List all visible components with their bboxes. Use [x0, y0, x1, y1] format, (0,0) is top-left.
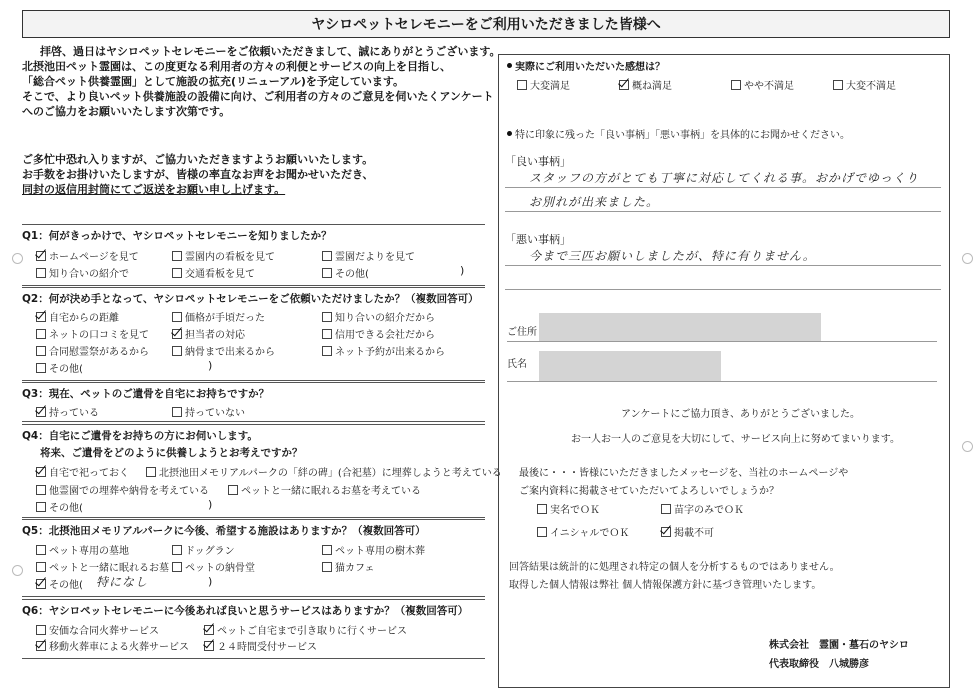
checkbox-icon[interactable]	[36, 562, 46, 572]
q5-handwritten-answer: 特になし	[96, 575, 149, 589]
checkbox-icon[interactable]	[36, 407, 46, 417]
checkbox-icon[interactable]	[36, 485, 46, 495]
q5-option[interactable]: その他(	[36, 576, 83, 591]
q4-title: Q4：自宅にご遺骨をお持ちの方にお伺いします。	[22, 430, 258, 442]
name-redacted	[539, 351, 721, 381]
checkbox-icon[interactable]	[172, 545, 182, 555]
q5-option[interactable]: ペット専用の墓地	[36, 542, 129, 557]
publish-option[interactable]: 苗字のみでＯＫ	[661, 501, 744, 516]
thanks-line: お一人お一人のご意見を大切にして、サービス向上に努めてまいります。	[571, 434, 900, 445]
bullet-icon	[507, 63, 512, 68]
q2-option[interactable]: 信用できる会社だから	[322, 326, 435, 341]
satisfaction-title: 実際にご利用いただいた感想は？	[515, 62, 665, 73]
answer-line	[505, 211, 941, 212]
bad-label: 「悪い事柄」	[505, 233, 571, 246]
q1-option[interactable]: 交通看板を見て	[172, 265, 255, 280]
question-q4	[22, 424, 502, 518]
q2-option[interactable]: 価格が手頃だった	[172, 309, 265, 324]
answer-line	[505, 265, 941, 266]
q4-option[interactable]: ペットと一緒に眠れるお墓を考えている	[228, 482, 421, 497]
question-q2	[22, 287, 485, 381]
question-q6	[22, 599, 485, 659]
satisfaction-option[interactable]: 概ね満足	[619, 77, 672, 92]
q1-option[interactable]: 知り合いの紹介で	[36, 265, 129, 280]
q6-option[interactable]: ペットご自宅まで引き取りに行くサービス	[204, 622, 407, 637]
q1-option[interactable]: 霊園だよりを見て	[322, 248, 415, 263]
good-comment-line: お別れが出来ました。	[529, 195, 660, 209]
q4-option[interactable]: 自宅で祀っておく	[36, 464, 129, 479]
q3-option[interactable]: 持っている	[36, 404, 99, 419]
q6-option[interactable]: ２４時間受付サービス	[204, 638, 317, 653]
q5-option[interactable]: 猫カフェ	[322, 559, 375, 574]
q2-option[interactable]: 知り合いの紹介だから	[322, 309, 435, 324]
right-panel	[498, 54, 950, 688]
intro-line: 同封の返信用封筒にてご返送をお願い申し上げます。	[22, 183, 286, 196]
q3-option[interactable]: 持っていない	[172, 404, 245, 419]
checkbox-icon[interactable]	[537, 504, 547, 514]
checkbox-icon[interactable]	[36, 545, 46, 555]
checkbox-icon[interactable]	[36, 346, 46, 356]
intro-line: お手数をお掛けいたしますが、皆様の率直なお声をお聞かせいただき、	[22, 168, 374, 181]
checkbox-icon[interactable]	[322, 346, 332, 356]
publish-question: 最後に・・・皆様にいただきましたメッセージを、当社のホームページや	[519, 468, 849, 479]
intro-line: ご多忙中恐れ入りますが、ご協力いただきますようお願いいたします。	[22, 153, 374, 166]
q2-option[interactable]: 担当者の対応	[172, 326, 245, 341]
question-q5	[22, 519, 485, 597]
checkbox-icon[interactable]	[172, 346, 182, 356]
checkbox-icon[interactable]	[731, 80, 741, 90]
q6-option[interactable]: 移動火葬車による火葬サービス	[36, 638, 189, 653]
intro-line: 「総合ペット供養霊園」として施設の拡充(リニューアル)を予定しています。	[22, 75, 404, 88]
page-title: ヤシロペットセレモニーをご利用いただきました皆様へ	[22, 10, 950, 38]
bullet-icon	[507, 131, 512, 136]
checkbox-icon[interactable]	[661, 504, 671, 514]
checkbox-icon[interactable]	[517, 80, 527, 90]
checkbox-icon[interactable]	[322, 312, 332, 322]
q5-title: Q5：北摂池田メモリアルパークに今後、希望する施設はありますか？（複数回答可）	[22, 525, 426, 537]
checkbox-icon[interactable]	[322, 562, 332, 572]
checkbox-icon[interactable]	[322, 251, 332, 261]
q2-option[interactable]: その他(	[36, 360, 83, 375]
q2-option[interactable]: 納骨まで出来るから	[172, 343, 275, 358]
checkbox-icon[interactable]	[36, 329, 46, 339]
privacy-note: 取得した個人情報は弊社 個人情報保護方針に基づき管理いたします。	[509, 580, 822, 591]
q1-option[interactable]: 霊園内の看板を見て	[172, 248, 275, 263]
q2-option[interactable]: ネットの口コミを見て	[36, 326, 149, 341]
punch-hole	[962, 253, 973, 264]
q5-option[interactable]: ペットの納骨堂	[172, 559, 255, 574]
checkbox-icon[interactable]	[322, 268, 332, 278]
intro-request	[22, 152, 374, 197]
q1-option[interactable]: ホームページを見て	[36, 248, 139, 263]
privacy-note: 回答結果は統計的に処理され特定の個人を分析するものではありません。	[509, 562, 840, 573]
checkbox-icon[interactable]	[172, 407, 182, 417]
checkbox-icon[interactable]	[172, 268, 182, 278]
q1-title: Q1：何がきっかけで、ヤシロペットセレモニーを知りましたか？	[22, 230, 332, 242]
punch-hole	[12, 253, 23, 264]
q2-title: Q2：何が決め手となって、ヤシロペットセレモニーをご依頼いただけましたか？（複数回答可）	[22, 293, 479, 305]
checkbox-icon[interactable]	[36, 467, 46, 477]
address-redacted	[539, 313, 821, 341]
q4-option[interactable]: 北摂池田メモリアルパークの「絆の碑」(合祀墓）に埋葬しようと考えている	[146, 464, 502, 479]
checkbox-icon[interactable]	[322, 329, 332, 339]
checkbox-icon[interactable]	[172, 329, 182, 339]
paren-close: )	[208, 498, 213, 511]
thanks-line: アンケートにご協力頂き、ありがとうございました。	[621, 409, 860, 420]
checkbox-icon[interactable]	[833, 80, 843, 90]
checkbox-icon[interactable]	[36, 641, 46, 651]
intro-line: そこで、より良いペット供養施設の設備に向け、ご利用者の方々のご意見を伺いたくアンケート	[22, 90, 494, 103]
checkbox-icon[interactable]	[661, 527, 671, 537]
intro-line: 拝啓、過日はヤシロペットセレモニーをご依頼いただきまして、誠にありがとうございます。	[40, 45, 501, 58]
checkbox-icon[interactable]	[172, 312, 182, 322]
intro-line: へのご協力をお願いいたします次第です。	[22, 105, 231, 118]
company-name: 株式会社 霊園・墓石のヤシロ	[769, 640, 909, 651]
name-label: 氏名	[507, 359, 527, 370]
answer-line	[505, 187, 941, 188]
answer-line	[507, 381, 937, 382]
publish-option[interactable]: 掲載不可	[661, 524, 714, 539]
q2-option[interactable]: ネット予約が出来るから	[322, 343, 445, 358]
checkbox-icon[interactable]	[36, 268, 46, 278]
checkbox-icon[interactable]	[36, 625, 46, 635]
publish-question: ご案内資料に掲載させていただいてよろしいでしょうか？	[519, 486, 779, 497]
q6-option[interactable]: 安価な合同火葬サービス	[36, 622, 159, 637]
checkbox-icon[interactable]	[619, 80, 629, 90]
checkbox-icon[interactable]	[322, 545, 332, 555]
q2-option[interactable]: 合同慰霊祭があるから	[36, 343, 149, 358]
q4-option[interactable]: その他(	[36, 499, 83, 514]
intro-text	[22, 44, 500, 119]
publish-option[interactable]: 実名でＯＫ	[537, 501, 600, 516]
paren-close: )	[208, 575, 213, 588]
representative: 代表取締役 八城勝彦	[769, 659, 869, 670]
checkbox-icon[interactable]	[228, 485, 238, 495]
satisfaction-option[interactable]: 大変不満足	[833, 77, 896, 92]
good-comment-line: スタッフの方がとても丁寧に対応してくれる事。おかげでゆっくり	[529, 171, 919, 185]
answer-line	[505, 289, 941, 290]
checkbox-icon[interactable]	[172, 251, 182, 261]
punch-hole	[12, 565, 23, 576]
question-q1	[22, 224, 485, 286]
q4-option[interactable]: 他霊園での埋葬や納骨を考えている	[36, 482, 209, 497]
checkbox-icon[interactable]	[146, 467, 156, 477]
question-q3	[22, 382, 485, 422]
intro-line: 北摂池田ペット霊園は、この度更なる利用者の方々の利便とサービスの向上を目指し、	[22, 60, 451, 73]
q5-option[interactable]: ペットと一緒に眠れるお墓	[36, 559, 169, 574]
satisfaction-option[interactable]: 大変満足	[517, 77, 570, 92]
q5-option[interactable]: ドッグラン	[172, 542, 235, 557]
checkbox-icon[interactable]	[36, 251, 46, 261]
q5-option[interactable]: ペット専用の樹木葬	[322, 542, 425, 557]
bad-comment-line: 今まで三匹お願いしましたが、特に有りません。	[529, 249, 816, 263]
checkbox-icon[interactable]	[204, 641, 214, 651]
q4-subtitle: 将来、ご遺骨をどのように供養しようとお考えですか？	[40, 447, 303, 459]
q2-option[interactable]: 自宅からの距離	[36, 309, 119, 324]
checkbox-icon[interactable]	[36, 363, 46, 373]
address-label: ご住所	[507, 327, 537, 338]
publish-option[interactable]: イニシャルでＯＫ	[537, 524, 629, 539]
paren-close: )	[460, 264, 465, 277]
punch-hole	[962, 441, 973, 452]
answer-line	[507, 341, 937, 342]
impression-title: 特に印象に残った「良い事柄」「悪い事柄」を具体的にお聞かせください。	[515, 130, 850, 141]
satisfaction-option[interactable]: やや不満足	[731, 77, 794, 92]
checkbox-icon[interactable]	[204, 625, 214, 635]
paren-close: )	[208, 359, 213, 372]
checkbox-icon[interactable]	[36, 502, 46, 512]
good-label: 「良い事柄」	[505, 155, 571, 168]
checkbox-icon[interactable]	[537, 527, 547, 537]
q1-option[interactable]: その他(	[322, 265, 369, 280]
checkbox-icon[interactable]	[36, 312, 46, 322]
q3-title: Q3：現在、ペットのご遺骨を自宅にお持ちですか？	[22, 388, 270, 400]
q6-title: Q6：ヤシロペットセレモニーに今後あれば良いと思うサービスはありますか？（複数回答可）	[22, 605, 469, 617]
checkbox-icon[interactable]	[36, 579, 46, 589]
checkbox-icon[interactable]	[172, 562, 182, 572]
